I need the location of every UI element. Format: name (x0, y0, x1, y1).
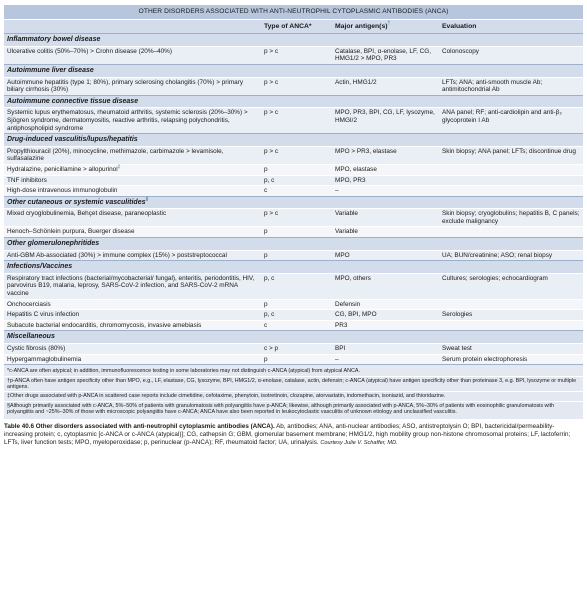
section-title-text: Other cutaneous or systemic vasculitides (7, 198, 146, 206)
anca-type-cell: c > p (261, 344, 332, 355)
disorder-cell: Mixed cryoglobulinemia, Behçet disease, paraneoplastic (4, 209, 261, 227)
section-header (4, 134, 583, 147)
section-title (4, 196, 583, 209)
header-row (4, 19, 583, 34)
anca-type-cell: p (261, 354, 332, 365)
disorder-cell: Autoimmune hepatitis (type 1; 80%), primary sclerosing cholangitis (70%) > primary biliary cirrhosis (30%) (4, 77, 261, 95)
anca-type-cell: p, c (261, 175, 332, 186)
disorder-cell: Anti-GBM Ab-associated (30%) > immune complex (15%) > poststreptococcal (4, 250, 261, 261)
section-title: Infections/Vaccines (4, 261, 583, 274)
antigen-cell: Variable (332, 209, 439, 227)
section-header (4, 64, 583, 77)
footnote: †p-ANCA often have antigen specificity other than MPO, e.g., LF, elastase, CG, lysozyme, BPI, HMG1/2, α-enolase, catalase, actin, defensin; c-ANCA (atypical) have antigen specificity other than proteinase 3, e.g. BPI, lysozyme or multiple antigens. (4, 376, 583, 392)
section-title: Autoimmune connective tissue disease (4, 95, 583, 108)
header-evaluation: Evaluation (439, 19, 583, 34)
header-antigen-text: Major antigen(s) (335, 22, 388, 30)
anca-type-cell: c (261, 320, 332, 331)
evaluation-cell: Cultures; serologies; echocardiogram (439, 273, 583, 299)
table-row (4, 146, 583, 164)
section-title: Autoimmune liver disease (4, 64, 583, 77)
footnote-row (4, 376, 583, 392)
evaluation-cell: Skin biopsy; cryoglobulins; hepatitis B, C panels; exclude malignancy (439, 209, 583, 227)
caption-text: Ab, antibodies; ANA, anti-nuclear antibodies; ASO, antistreptolysin O; BPI, bactericidal/permeability-increasing protein; c, cytoplasmic [c-ANCA or c-ANCA (atypical)]; CG, cathepsin G; GBM, glomerular basement membrane; HMG1/2, high mobility group non-histone chromosomal proteins; LF, lactoferrin; LFTs, liver function tests; MPO, myeloperoxidase; p, perinuclear (p-ANCA); RF, rheumatoid factor; UA, urinalysis. (4, 422, 571, 447)
footnote-row (4, 401, 583, 418)
dagger-mark: † (387, 20, 391, 27)
evaluation-cell (439, 164, 583, 175)
table-row (4, 344, 583, 355)
antigen-cell: MPO > PR3, elastase (332, 146, 439, 164)
anca-type-cell: p > c (261, 77, 332, 95)
disorder-cell: Hepatitis C virus infection (4, 310, 261, 321)
evaluation-cell (439, 299, 583, 310)
table-row (4, 77, 583, 95)
section-header (4, 261, 583, 274)
disorder-cell: TNF inhibitors (4, 175, 261, 186)
evaluation-cell: Colonoscopy (439, 46, 583, 64)
evaluation-cell: Skin biopsy; ANA panel; LFTs; discontinue drug (439, 146, 583, 164)
disorder-cell: Systemic lupus erythematosus, rheumatoid arthritis, systemic sclerosis (20%–30%) > Sjögren syndrome, dermatomyositis, reactive arthritis, relapsing polychondritis, antiphospholipid syndrome (4, 108, 261, 134)
evaluation-cell: ANA panel; RF; anti-cardiolipin and anti-β₂ glycoprotein I Ab (439, 108, 583, 134)
antigen-cell: BPI (332, 344, 439, 355)
anca-table (4, 4, 583, 419)
antigen-cell: – (332, 186, 439, 197)
table-row (4, 273, 583, 299)
anca-type-cell: c (261, 186, 332, 197)
antigen-cell: MPO, PR3, BPI, CG, LF, lysozyme, HMGI/2 (332, 108, 439, 134)
disorder-cell: Subacute bacterial endocarditis, chromomycosis, invasive amebiasis (4, 320, 261, 331)
evaluation-cell: Serologies (439, 310, 583, 321)
table-row (4, 175, 583, 186)
table-caption (4, 423, 583, 448)
disorder-cell-text: Hydralazine, penicillamine > allopurinol (7, 165, 118, 173)
evaluation-cell: LFTs; ANA; anti-smooth muscle Ab; antimitochondrial Ab (439, 77, 583, 95)
section-header (4, 34, 583, 47)
antigen-cell: PR3 (332, 320, 439, 331)
antigen-cell: MPO (332, 250, 439, 261)
anca-type-cell: p > c (261, 46, 332, 64)
table-row (4, 299, 583, 310)
disorder-cell: Cystic fibrosis (80%) (4, 344, 261, 355)
table-row (4, 227, 583, 238)
table-row (4, 320, 583, 331)
table-title-row (4, 5, 583, 20)
evaluation-cell (439, 227, 583, 238)
footnote: *c-ANCA are often atypical; in addition, immunofluorescence testing in some laboratories may not distinguish c-ANCA (atypical) from atypical ANCA. (4, 365, 583, 376)
antigen-cell: Catalase, BPI, α-enolase, LF, CG, HMG1/2 > MPO, PR3 (332, 46, 439, 64)
evaluation-cell (439, 175, 583, 186)
header-disorder (4, 19, 261, 34)
disorder-cell: Ulcerative colitis (50%–70%) > Crohn disease (20%–40%) (4, 46, 261, 64)
disorder-cell: Henoch–Schönlein purpura, Buerger disease (4, 227, 261, 238)
anca-type-cell: p > c (261, 146, 332, 164)
section-title: Inflammatory bowel disease (4, 34, 583, 47)
anca-type-cell: p > c (261, 209, 332, 227)
disorder-cell-mark: ‡ (117, 163, 121, 170)
table-row (4, 108, 583, 134)
table-figure (4, 4, 583, 447)
section-header (4, 238, 583, 251)
table-row (4, 186, 583, 197)
table-row (4, 209, 583, 227)
evaluation-cell: Serum protein electrophoresis (439, 354, 583, 365)
antigen-cell: Variable (332, 227, 439, 238)
section-title: Drug-induced vasculitis/lupus/hepatitis (4, 134, 583, 147)
section-title: Miscellaneous (4, 331, 583, 344)
footnote-row (4, 365, 583, 376)
anca-type-cell: p > c (261, 108, 332, 134)
antigen-cell: MPO, others (332, 273, 439, 299)
section-title: Other glomerulonephritides (4, 238, 583, 251)
caption-credit: Courtesy Julie V. Schaffer, MD. (320, 440, 398, 447)
disorder-cell: Onchocerciasis (4, 299, 261, 310)
evaluation-cell (439, 320, 583, 331)
header-type: Type of ANCA* (261, 19, 332, 34)
table-row (4, 310, 583, 321)
anca-type-cell: p (261, 299, 332, 310)
section-title-mark: § (145, 196, 149, 203)
anca-type-cell: p, c (261, 273, 332, 299)
table-row (4, 164, 583, 175)
antigen-cell: MPO, elastase (332, 164, 439, 175)
disorder-cell: Propylthiouracil (20%), minocycline, methimazole, carbimazole > levamisole, sulfasalazine (4, 146, 261, 164)
disorder-cell (4, 164, 261, 175)
table-row (4, 250, 583, 261)
anca-type-cell: p (261, 250, 332, 261)
table-body (4, 5, 583, 419)
table-row (4, 46, 583, 64)
anca-type-cell: p, c (261, 310, 332, 321)
antigen-cell: – (332, 354, 439, 365)
anca-type-cell: p (261, 164, 332, 175)
section-header (4, 331, 583, 344)
antigen-cell: Actin, HMG1/2 (332, 77, 439, 95)
footnote: §Although primarily associated with c-ANCA, 5%–50% of patients with granulomatosis with polyangiitis have p-ANCA; likewise, although primarily associated with p-ANCA, 5%–30% of patients with eosinophilic granulomatosis with polyangiitis and ~25%–30% of those with microscopic polyangiitis have c-ANCA; ANCA have also been reported in leukocytoclastic vasculitis of unknown etiology and unclassified vasculitis. (4, 401, 583, 418)
table-row (4, 354, 583, 365)
header-antigen (332, 19, 439, 34)
footnote-row (4, 392, 583, 401)
antigen-cell: Defensin (332, 299, 439, 310)
disorder-cell: Respiratory tract infections (bacterial/mycobacterial/ fungal), enteritis, periodontitis, HIV, parvovirus B19, malaria, leprosy, SARS-CoV-2 infection, and SARS-CoV-2 mRNA vaccine (4, 273, 261, 299)
caption-label: Table 40.6 Other disorders associated with anti-neutrophil cytoplasmic antibodies (ANCA). (4, 422, 275, 430)
evaluation-cell: Sweat test (439, 344, 583, 355)
footnote: ‡Other drugs associated with p-ANCA in scattered case reports include cimetidine, cefotaxime, phenytoin, isotretinoin, clozapine, atorvastatin, indomethacin, isoniazid, and thioridazine. (4, 392, 583, 401)
section-header (4, 95, 583, 108)
section-header (4, 196, 583, 209)
evaluation-cell: UA; BUN/creatinine; ASO; renal biopsy (439, 250, 583, 261)
antigen-cell: CG, BPI, MPO (332, 310, 439, 321)
table-title: OTHER DISORDERS ASSOCIATED WITH ANTI-NEUTROPHIL CYTOPLASMIC ANTIBODIES (ANCA) (4, 5, 583, 20)
disorder-cell: High-dose intravenous immunoglobulin (4, 186, 261, 197)
anca-type-cell: p (261, 227, 332, 238)
disorder-cell: Hypergammaglobulinemia (4, 354, 261, 365)
evaluation-cell (439, 186, 583, 197)
antigen-cell: MPO, PR3 (332, 175, 439, 186)
